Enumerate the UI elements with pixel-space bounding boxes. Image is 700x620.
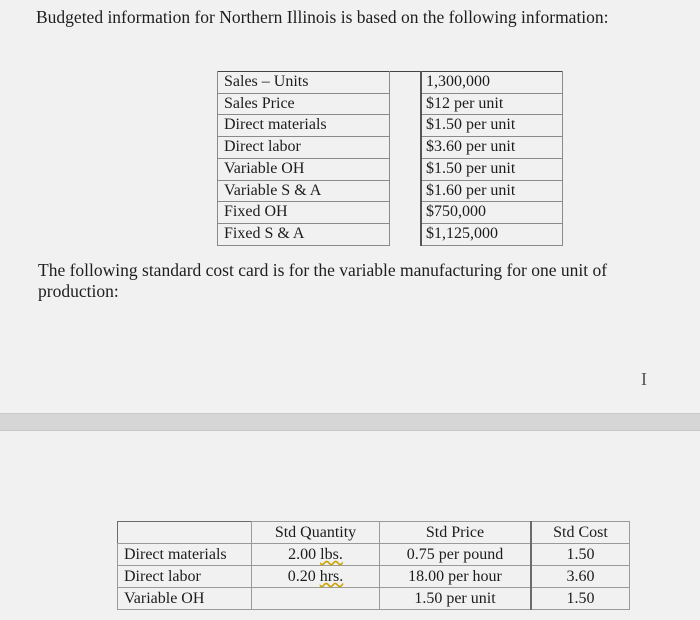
unit-text: hrs. [319, 568, 344, 585]
budget-value: $1.50 per unit [421, 158, 563, 180]
cost-card-heading: The following standard cost card is for the variable manufacturing for one unit of production: [38, 260, 608, 301]
budget-label: Sales – Units [218, 72, 390, 94]
table-row [118, 544, 630, 566]
budget-value: $1.50 per unit [421, 115, 563, 137]
budget-value: $1.60 per unit [421, 180, 563, 202]
row-label: Variable OH [118, 588, 252, 610]
std-cost-cell: 1.50 [531, 588, 630, 610]
budget-value: $750,000 [421, 202, 563, 224]
table-header-row [118, 522, 630, 544]
budget-value: $1,125,000 [421, 223, 563, 245]
table-row [218, 223, 563, 245]
text-cursor-icon: I [641, 369, 647, 389]
table-row [118, 566, 630, 588]
standard-cost-card-table [117, 521, 630, 610]
budget-value: 1,300,000 [421, 72, 563, 94]
header-std-price: Std Price [380, 522, 532, 544]
budget-label: Variable OH [218, 158, 390, 180]
budget-value: $12 per unit [421, 93, 563, 115]
table-row [218, 93, 563, 115]
std-cost-cell: 3.60 [531, 566, 630, 588]
budget-label: Sales Price [218, 93, 390, 115]
budget-label: Fixed S & A [218, 223, 390, 245]
table-row [218, 115, 563, 137]
std-cost-cell: 1.50 [531, 544, 630, 566]
table-row [218, 72, 563, 94]
std-price-cell: 1.50 per unit [380, 588, 532, 610]
table-row [218, 158, 563, 180]
unit-text: lbs. [320, 546, 343, 563]
budget-value: $3.60 per unit [421, 137, 563, 159]
budget-label: Fixed OH [218, 202, 390, 224]
std-quantity-cell: 2.00 lbs. [252, 544, 380, 566]
table-row [218, 202, 563, 224]
header-std-cost: Std Cost [531, 522, 630, 544]
table-row [218, 180, 563, 202]
header-std-quantity: Std Quantity [252, 522, 380, 544]
std-price-cell: 18.00 per hour [380, 566, 532, 588]
budget-table [217, 71, 563, 246]
std-price-cell: 0.75 per pound [380, 544, 532, 566]
budget-heading: Budgeted information for Northern Illinois is based on the following information: [36, 7, 609, 27]
std-quantity-cell [252, 588, 380, 610]
table-row [118, 588, 630, 610]
budget-label: Variable S & A [218, 180, 390, 202]
budget-label: Direct labor [218, 137, 390, 159]
row-label: Direct materials [118, 544, 252, 566]
budget-label: Direct materials [218, 115, 390, 137]
table-row [218, 137, 563, 159]
std-quantity-cell: 0.20 hrs. [252, 566, 380, 588]
row-label: Direct labor [118, 566, 252, 588]
divider-band [0, 413, 700, 431]
